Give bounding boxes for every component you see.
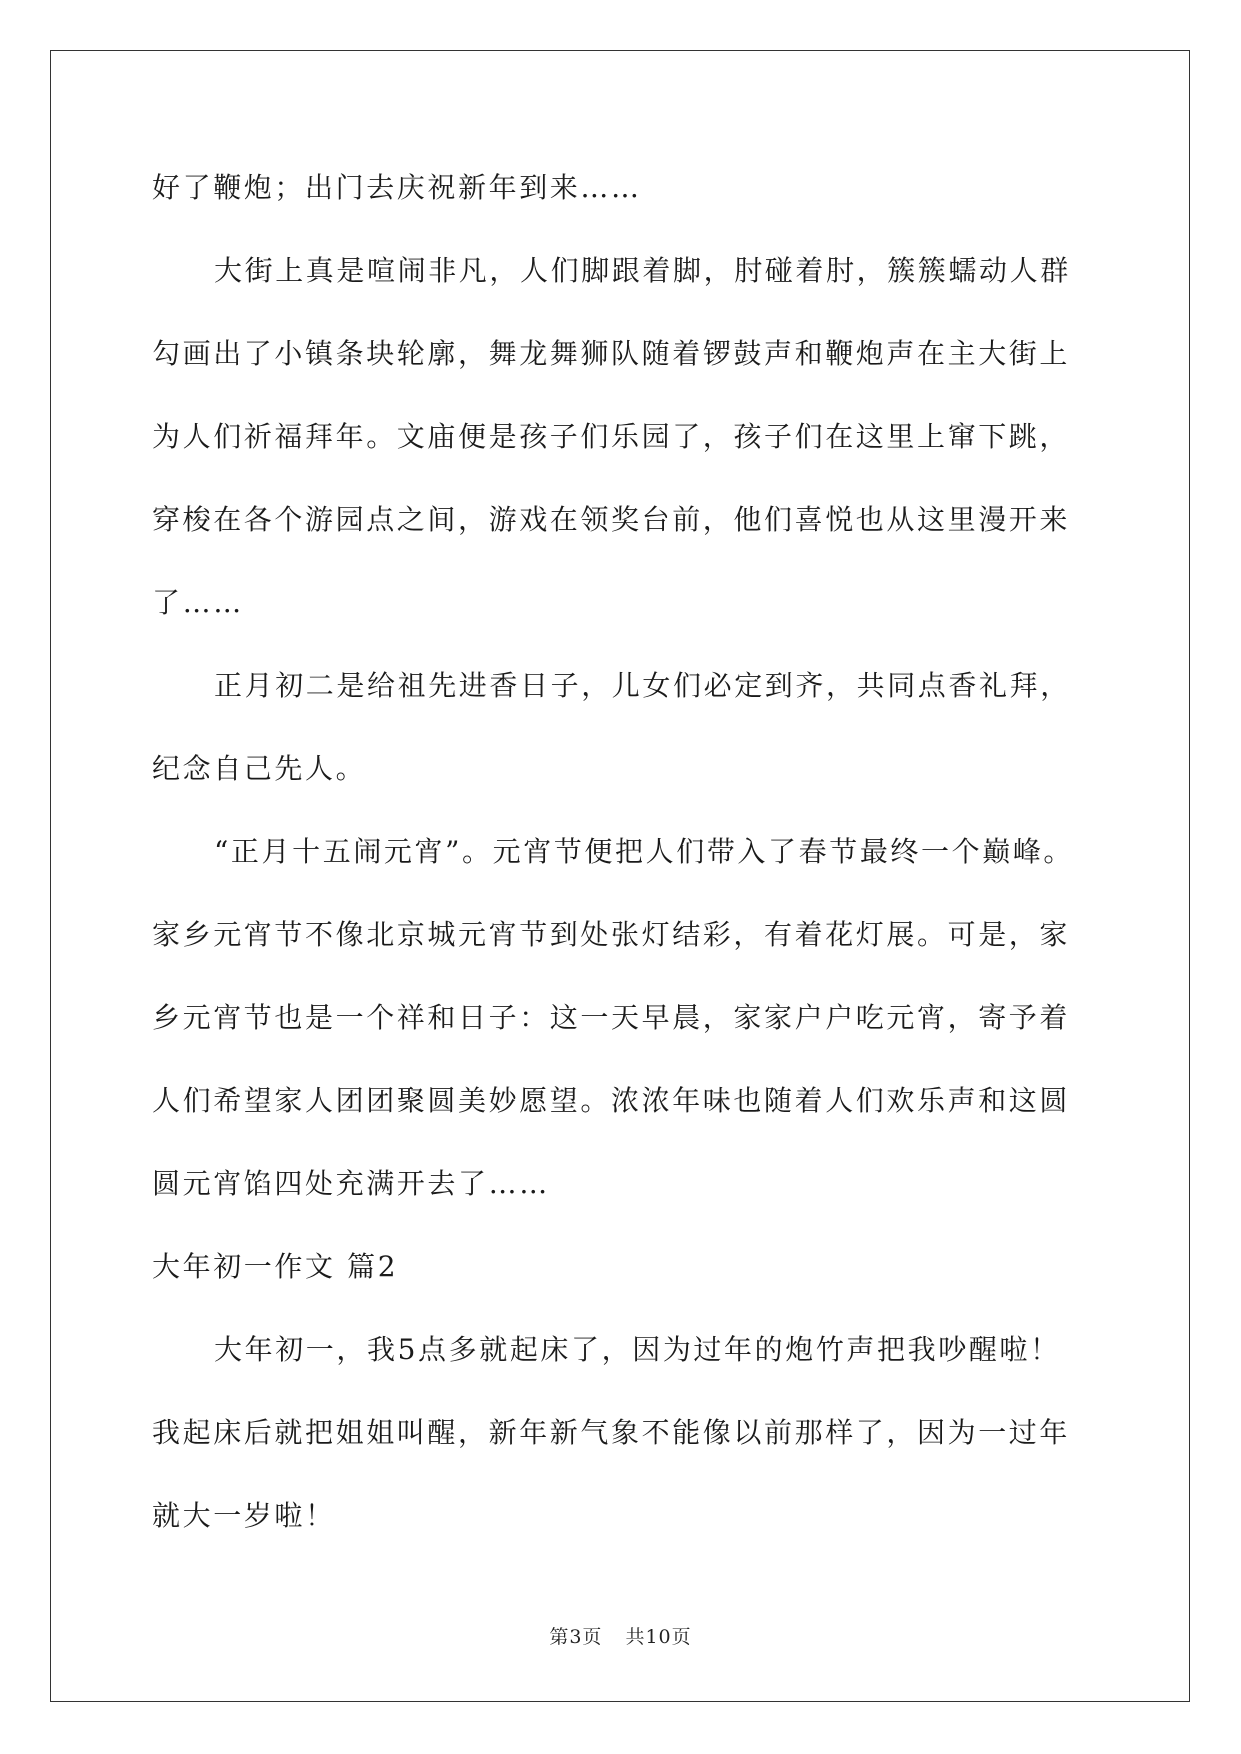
text-line: 圆元宵馅四处充满开去了…… xyxy=(152,1167,550,1200)
section-heading: 大年初一作文 篇2 xyxy=(152,1250,399,1283)
text-line: 好了鞭炮；出门去庆祝新年到来…… xyxy=(152,171,642,204)
text-line: 纪念自己先人。 xyxy=(152,752,367,785)
text-line: 大街上真是喧闹非凡，人们脚跟着脚，肘碰着肘，簇簇蠕动人群 xyxy=(214,254,1071,287)
page-footer xyxy=(0,1622,1241,1649)
text-line: 了…… xyxy=(152,586,244,619)
text-line: 穿梭在各个游园点之间，游戏在领奖台前，他们喜悦也从这里漫开来 xyxy=(152,503,1071,536)
page-number-current: 第3页 xyxy=(549,1626,603,1648)
page-number-total: 共10页 xyxy=(625,1626,692,1648)
text-line: 大年初一，我5点多就起床了，因为过年的炮竹声把我吵醒啦！ xyxy=(214,1333,1061,1366)
text-line: 我起床后就把姐姐叫醒，新年新气象不能像以前那样了，因为一过年 xyxy=(152,1416,1071,1449)
text-line: 就大一岁啦！ xyxy=(152,1499,336,1532)
text-line: 人们希望家人团团聚圆美妙愿望。浓浓年味也随着人们欢乐声和这圆 xyxy=(152,1084,1071,1117)
text-line: 为人们祈福拜年。文庙便是孩子们乐园了，孩子们在这里上窜下跳， xyxy=(152,420,1071,453)
text-line: 勾画出了小镇条块轮廓，舞龙舞狮队随着锣鼓声和鞭炮声在主大街上 xyxy=(152,337,1071,370)
document-body xyxy=(152,168,1092,1579)
text-line: 乡元宵节也是一个祥和日子：这一天早晨，家家户户吃元宵，寄予着 xyxy=(152,1001,1071,1034)
text-line: 家乡元宵节不像北京城元宵节到处张灯结彩，有着花灯展。可是，家 xyxy=(152,918,1071,951)
text-line: 正月初二是给祖先进香日子，儿女们必定到齐，共同点香礼拜， xyxy=(214,669,1071,702)
text-line: “正月十五闹元宵”。元宵节便把人们带入了春节最终一个巅峰。 xyxy=(214,835,1075,868)
